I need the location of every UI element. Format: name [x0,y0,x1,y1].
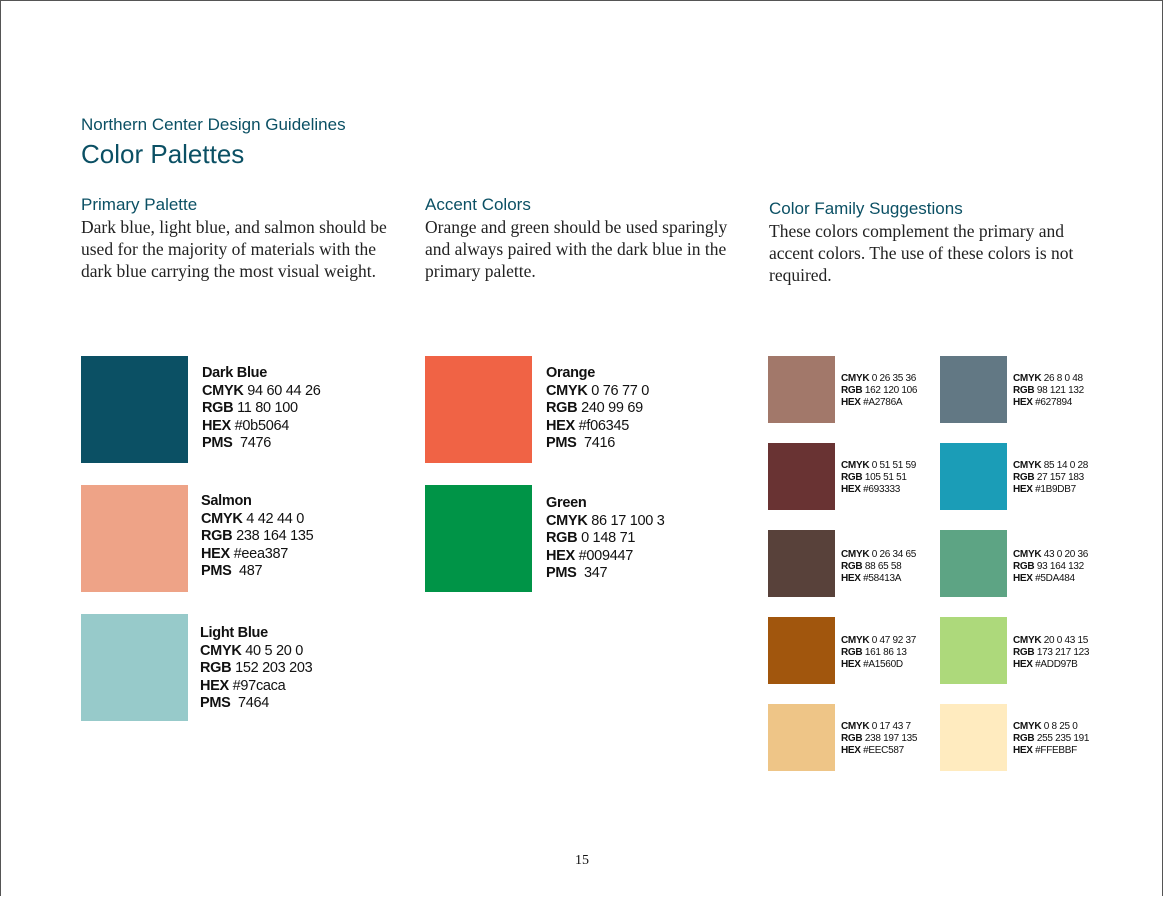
family-swatch [768,443,835,510]
hex-value: #1B9DB7 [1035,484,1076,495]
hex-value: #0b5064 [234,417,290,434]
cmyk-value: 4 42 44 0 [246,510,305,527]
color-name: Dark Blue [202,365,267,381]
color-info-dark-blue: Dark Blue CMYK 94 60 44 26 RGB 11 80 100 HEX #0b5064 PMS 7476 [202,365,321,452]
rgb-value: 152 203 203 [235,660,313,677]
swatch-light-blue [81,614,188,721]
color-name: Green [546,495,587,511]
cmyk-value: 0 8 25 0 [1043,721,1078,732]
color-info-salmon: Salmon CMYK 4 42 44 0 RGB 238 164 135 HEX #eea387 PMS 487 [201,493,314,580]
hex-value: #693333 [863,484,900,495]
family-swatch [768,617,835,684]
rgb-value: 238 164 135 [236,528,314,545]
hex-value: #f06345 [578,417,629,434]
color-info-green: Green CMYK 86 17 100 3 RGB 0 148 71 HEX #009447 PMS 347 [546,495,665,582]
cmyk-value: 40 5 20 0 [245,642,304,659]
color-family-section [769,198,1089,286]
family-color-info: CMYK 20 0 43 15 RGB 173 217 123 HEX #ADD97B [1013,635,1090,670]
hex-value: #EEC587 [863,745,904,756]
family-color-info: CMYK 0 47 92 37 RGB 161 86 13 HEX #A1560D [841,635,917,670]
cmyk-value: 43 0 20 36 [1043,549,1089,560]
rgb-value: 105 51 51 [864,472,907,483]
swatch-salmon [81,485,188,592]
cmyk-value: 85 14 0 28 [1043,460,1089,471]
pms-value: 7464 [238,695,270,712]
family-color-info: CMYK 0 51 51 59 RGB 105 51 51 HEX #693333 [841,460,917,495]
family-color-info: CMYK 0 8 25 0 RGB 255 235 191 HEX #FFEBBF [1013,721,1090,756]
rgb-value: 161 86 13 [864,647,907,658]
rgb-value: 162 120 106 [864,385,918,396]
cmyk-value: 0 26 34 65 [871,549,917,560]
cmyk-value: 94 60 44 26 [247,382,321,399]
section-title: Primary Palette [81,195,198,214]
hex-value: #627894 [1035,397,1072,408]
rgb-value: 88 65 58 [864,561,902,572]
pms-value: 7416 [584,435,616,452]
rgb-value: 93 164 132 [1036,561,1084,572]
cmyk-value: 0 51 51 59 [871,460,917,471]
family-color-info: CMYK 0 26 34 65 RGB 88 65 58 HEX #58413A [841,549,917,584]
pms-value: 7476 [240,435,272,452]
cmyk-value: 0 26 35 36 [871,373,917,384]
swatch-dark-blue [81,356,188,463]
primary-palette-section [81,194,401,282]
accent-colors-section [425,194,745,282]
color-name: Light Blue [200,625,268,641]
family-color-info: CMYK 85 14 0 28 RGB 27 157 183 HEX #1B9DB7 [1013,460,1089,495]
rgb-value: 11 80 100 [237,400,298,417]
section-title: Accent Colors [425,195,531,214]
hex-value: #58413A [863,573,902,584]
hex-value: #97caca [232,677,286,694]
hex-value: #ADD97B [1035,659,1078,670]
section-description: These colors complement the primary and accent colors. The use of these colors is not required. [769,221,1074,285]
cmyk-value: 0 17 43 7 [871,721,911,732]
family-swatch [940,617,1007,684]
hex-value: #009447 [578,547,634,564]
section-description: Orange and green should be used sparingly and always paired with the dark blue in the primary palette. [425,217,728,281]
pms-value: 487 [239,563,263,580]
family-color-info: CMYK 0 17 43 7 RGB 238 197 135 HEX #EEC587 [841,721,918,756]
color-name: Salmon [201,493,252,509]
hex-value: #A1560D [863,659,903,670]
hex-value: #eea387 [233,545,289,562]
rgb-value: 255 235 191 [1036,733,1090,744]
family-color-info: CMYK 0 26 35 36 RGB 162 120 106 HEX #A2786A [841,373,918,408]
family-swatch [768,356,835,423]
rgb-value: 0 148 71 [581,530,636,547]
color-info-light-blue: Light Blue CMYK 40 5 20 0 RGB 152 203 203 HEX #97caca PMS 7464 [200,625,313,712]
pms-value: 347 [584,565,608,582]
rgb-value: 240 99 69 [581,400,643,417]
rgb-value: 173 217 123 [1036,647,1090,658]
family-swatch [940,704,1007,771]
color-info-orange: Orange CMYK 0 76 77 0 RGB 240 99 69 HEX #f06345 PMS 7416 [546,365,650,452]
family-swatch [940,356,1007,423]
family-color-info: CMYK 26 8 0 48 RGB 98 121 132 HEX #627894 [1013,373,1084,408]
family-swatch [768,530,835,597]
family-swatch [940,443,1007,510]
cmyk-value: 0 76 77 0 [591,382,650,399]
cmyk-value: 20 0 43 15 [1043,635,1089,646]
cmyk-value: 86 17 100 3 [591,512,665,529]
color-name: Orange [546,365,595,381]
page-number: 15 [575,853,589,868]
rgb-value: 98 121 132 [1036,385,1084,396]
family-swatch [940,530,1007,597]
hex-value: #5DA484 [1035,573,1075,584]
hex-value: #A2786A [863,397,903,408]
rgb-value: 238 197 135 [864,733,918,744]
page-heading: Color Palettes [81,139,245,169]
document-title: Northern Center Design Guidelines [81,115,346,134]
family-color-info: CMYK 43 0 20 36 RGB 93 164 132 HEX #5DA484 [1013,549,1089,584]
cmyk-value: 26 8 0 48 [1043,373,1083,384]
rgb-value: 27 157 183 [1036,472,1084,483]
family-swatch [768,704,835,771]
swatch-green [425,485,532,592]
swatch-orange [425,356,532,463]
section-description: Dark blue, light blue, and salmon should be used for the majority of materials with the dark blue carrying the most visual weight. [81,217,387,281]
hex-value: #FFEBBF [1035,745,1077,756]
section-title: Color Family Suggestions [769,199,963,218]
cmyk-value: 0 47 92 37 [871,635,917,646]
